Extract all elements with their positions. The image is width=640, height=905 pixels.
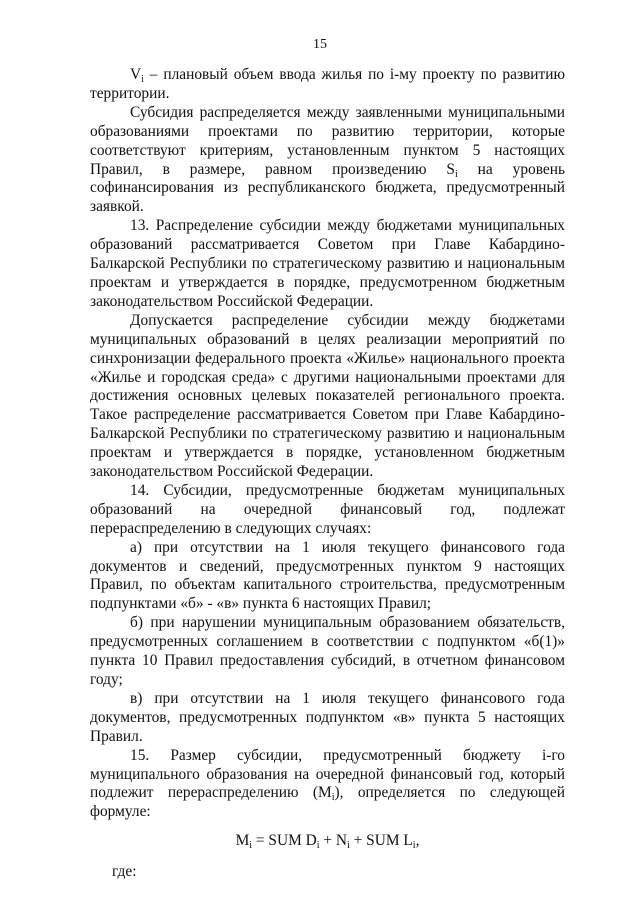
- subscript: i: [141, 74, 144, 85]
- formula-part: ,: [415, 832, 420, 850]
- formula-part: + N: [319, 832, 348, 850]
- paragraph-14-v: в) при отсутствии на 1 июля текущего финансового года документов, предусмотренных подпунктом «в» пункта 5 настоящих Правил.: [90, 689, 565, 745]
- where-label: где:: [112, 863, 137, 881]
- paragraph-14-b: б) при нарушении муниципальным образованием обязательств, предусмотренных соглашением в соответствии с подпунктом «б(1)» пункта 10 Правил предоставления субсидий, в отчетном финансовом году;: [90, 614, 565, 688]
- page-number: 15: [313, 37, 327, 52]
- paragraph-13: 13. Распределение субсидии между бюджетами муниципальных образований рассматривается Советом при Главе Кабардино-Балкарской Республики по стратегическому развитию и национальным проектам и утверждается в порядке, предусмотренном бюджетным законодательством Российской Федерации.: [90, 217, 565, 310]
- body-text: [90, 66, 565, 882]
- subscript: i: [412, 840, 416, 852]
- paragraph-redistribution-allowed: Допускается распределение субсидии между бюджетами муниципальных образований в целях реализации мероприятий по синхронизации федерального проекта «Жилье» национального проекта «Жилье и городская среда» с другими национальными проектами для достижения основных целевых показателей регионального проекта. Такое распределение рассматривается Советом при Главе Кабардино-Балкарской Республики по стратегическому развитию и национальным проектам и утверждается в порядке, установленном бюджетным законодательством Российской Федерации.: [90, 311, 565, 481]
- text-run: на уровень софинансирования из республиканского бюджета, предусмотренный заявкой.: [90, 160, 565, 216]
- formula-part: = SUM D: [252, 832, 317, 850]
- subscript: i: [249, 840, 253, 852]
- text-run: – плановый объем ввода жилья по i-му проекту по развитию территории.: [90, 66, 565, 102]
- formula-m: M: [235, 832, 250, 850]
- text-run: 15. Размер субсидии, предусмотренный бюджету i-го муниципального образования на очередной финансовый год, который подлежит перераспределению (M: [90, 746, 565, 802]
- subscript: i: [331, 792, 335, 804]
- subscript: i: [347, 840, 350, 852]
- paragraph-subsidy-distribution: [90, 104, 565, 217]
- paragraph-14: 14. Субсидии, предусмотренные бюджетам муниципальных образований на очередной финансовый год, подлежат перераспределению в следующих случаях:: [90, 481, 565, 537]
- text-run: V: [130, 66, 142, 83]
- text-run: Субсидия распределяется между заявленными муниципальными образованиями проектами по развитию территории, которые соответствуют критериям, установленным пунктом 5 настоящих Правил, в размере, равном произведению S: [90, 103, 565, 178]
- subscript: i: [316, 840, 320, 852]
- paragraph-vi-definition: [90, 66, 565, 104]
- subscript: i: [454, 168, 458, 180]
- formula: [90, 832, 565, 851]
- paragraph-15: [90, 747, 565, 823]
- text-run: ), определяется по следующей формуле:: [90, 784, 565, 821]
- paragraph-14-a: а) при отсутствии на 1 июля текущего финансового года документов и сведений, предусмотренных пунктом 9 настоящих Правил, по объектам капитального строительства, предусмотренным подпунктами «б» - «в» пункта 6 настоящих Правил;: [90, 538, 565, 613]
- formula-part: + SUM L: [349, 832, 413, 850]
